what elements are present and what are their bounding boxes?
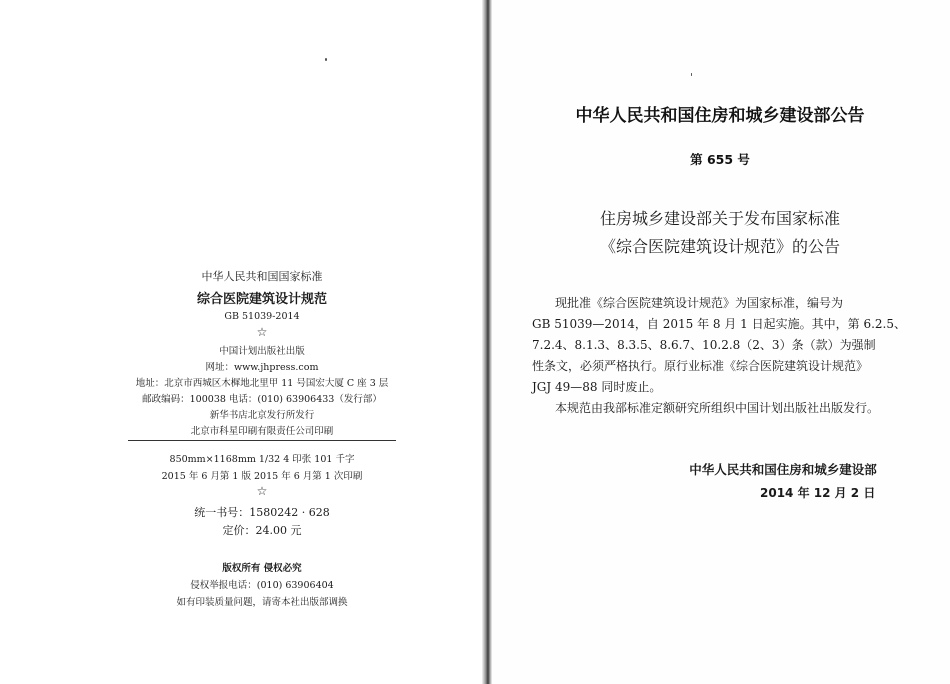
- price: 定价：24.00 元: [222, 524, 302, 537]
- standard-series: 中华人民共和国国家标准: [201, 270, 323, 283]
- body-line: 本规范由我部标准定额研究所组织中国计划出版社出版发行。: [555, 401, 880, 415]
- subject-line-1: 住房城乡建设部关于发布国家标准: [599, 209, 840, 228]
- book-spine: [482, 0, 492, 684]
- copyright-notice: 版权所有 侵权必究: [222, 563, 302, 574]
- subject-line-2: 《综合医院建筑设计规范》的公告: [599, 237, 840, 256]
- publisher-postal: 邮政编码：100038 电话：(010) 63906433（发行部）: [142, 394, 382, 405]
- star-divider: ☆: [256, 325, 268, 339]
- imprint-rule: [128, 440, 396, 441]
- publisher: 中国计划出版社出版: [219, 346, 305, 357]
- announcement-number: 第 655 号: [690, 152, 750, 167]
- book-title: 综合医院建筑设计规范: [196, 292, 327, 307]
- body-line: JGJ 49—88 同时废止。: [532, 380, 662, 394]
- ministry-title: 中华人民共和国住房和城乡建设部公告: [575, 106, 865, 126]
- body-line: 性条文，必须严格执行。原行业标准《综合医院建筑设计规范》: [532, 359, 869, 373]
- publisher-website: 网址：www.jhpress.com: [205, 362, 319, 373]
- distributor: 新华书店北京发行所发行: [209, 410, 315, 421]
- quality-note: 如有印装质量问题，请寄本社出版部调换: [176, 597, 348, 608]
- report-phone: 侵权举报电话：(010) 63906404: [190, 580, 334, 591]
- standard-code: GB 51039-2014: [224, 311, 300, 322]
- publisher-address: 地址：北京市西城区木樨地北里甲 11 号国宏大厦 C 座 3 层: [135, 378, 389, 389]
- print-speck: [325, 58, 327, 61]
- printer: 北京市科星印刷有限责任公司印刷: [190, 426, 334, 437]
- signatory: 中华人民共和国住房和城乡建设部: [689, 462, 877, 477]
- body-line: 7.2.4、8.1.3、8.3.5、8.6.7、10.2.8（2、3）条（款）为强制: [532, 338, 876, 352]
- announcement-date: 2014 年 12 月 2 日: [760, 486, 876, 500]
- star-divider: ☆: [256, 484, 268, 498]
- isbn: 统一书号：1580242 · 628: [194, 506, 330, 519]
- book-format: 850mm×1168mm 1/32 4 印张 101 千字: [169, 454, 355, 465]
- edition-info: 2015 年 6 月第 1 版 2015 年 6 月第 1 次印刷: [161, 471, 363, 482]
- body-line: GB 51039—2014，自 2015 年 8 月 1 日起实施。其中，第 6.2.5、: [532, 317, 906, 331]
- body-line: 现批准《综合医院建筑设计规范》为国家标准，编号为: [555, 296, 844, 310]
- print-speck: [691, 73, 692, 76]
